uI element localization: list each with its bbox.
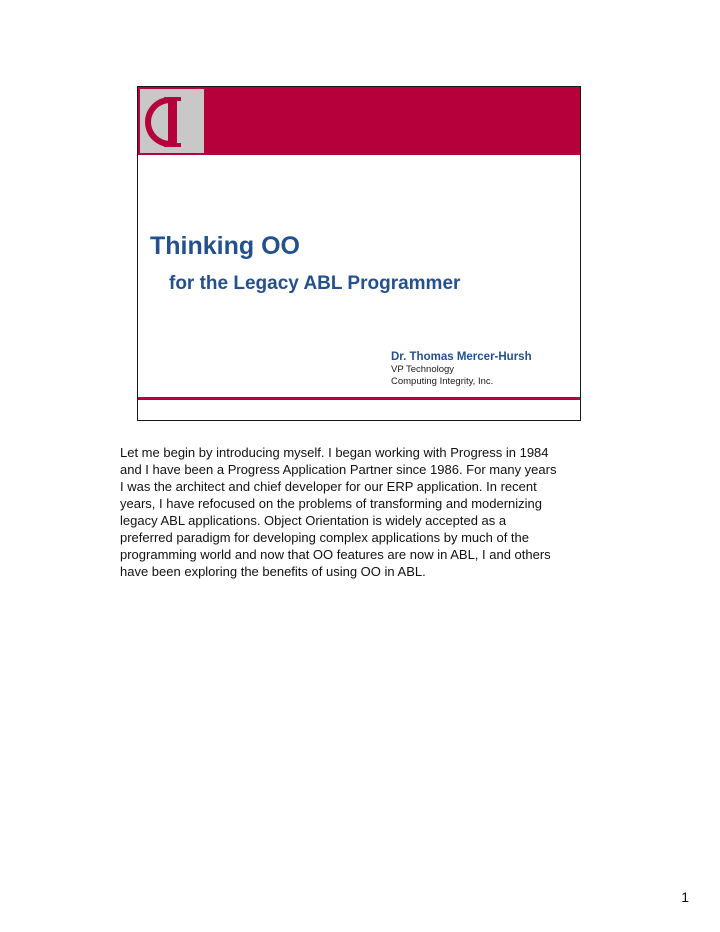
ci-logo-icon bbox=[140, 89, 204, 153]
speaker-notes bbox=[120, 444, 600, 580]
slide-footer-line bbox=[138, 397, 580, 400]
notes-line: have been exploring the benefits of using OO in ABL. bbox=[120, 564, 426, 579]
slide-thumbnail bbox=[137, 86, 581, 421]
notes-line: and I have been a Progress Application Partner since 1986. For many years bbox=[120, 462, 557, 477]
notes-line: legacy ABL applications. Object Orientation is widely accepted as a bbox=[120, 513, 507, 528]
notes-line: I was the architect and chief developer for our ERP application. In recent bbox=[120, 479, 537, 494]
author-role: VP Technology bbox=[391, 364, 455, 375]
notes-line: preferred paradigm for developing complex applications by much of the bbox=[120, 530, 530, 545]
author-company: Computing Integrity, Inc. bbox=[391, 376, 494, 387]
notes-line: years, I have refocused on the problems of transforming and modernizing bbox=[120, 496, 543, 511]
notes-line: programming world and now that OO features are now in ABL, I and others bbox=[120, 547, 551, 562]
notes-line: Let me begin by introducing myself. I began working with Progress in 1984 bbox=[120, 445, 549, 460]
slide-title: Thinking OO bbox=[150, 232, 300, 260]
page-number: 1 bbox=[681, 889, 689, 905]
author-block bbox=[391, 351, 532, 388]
slide-header-band bbox=[138, 87, 580, 155]
author-name: Dr. Thomas Mercer-Hursh bbox=[391, 351, 532, 363]
slide-subtitle: for the Legacy ABL Programmer bbox=[169, 273, 461, 294]
